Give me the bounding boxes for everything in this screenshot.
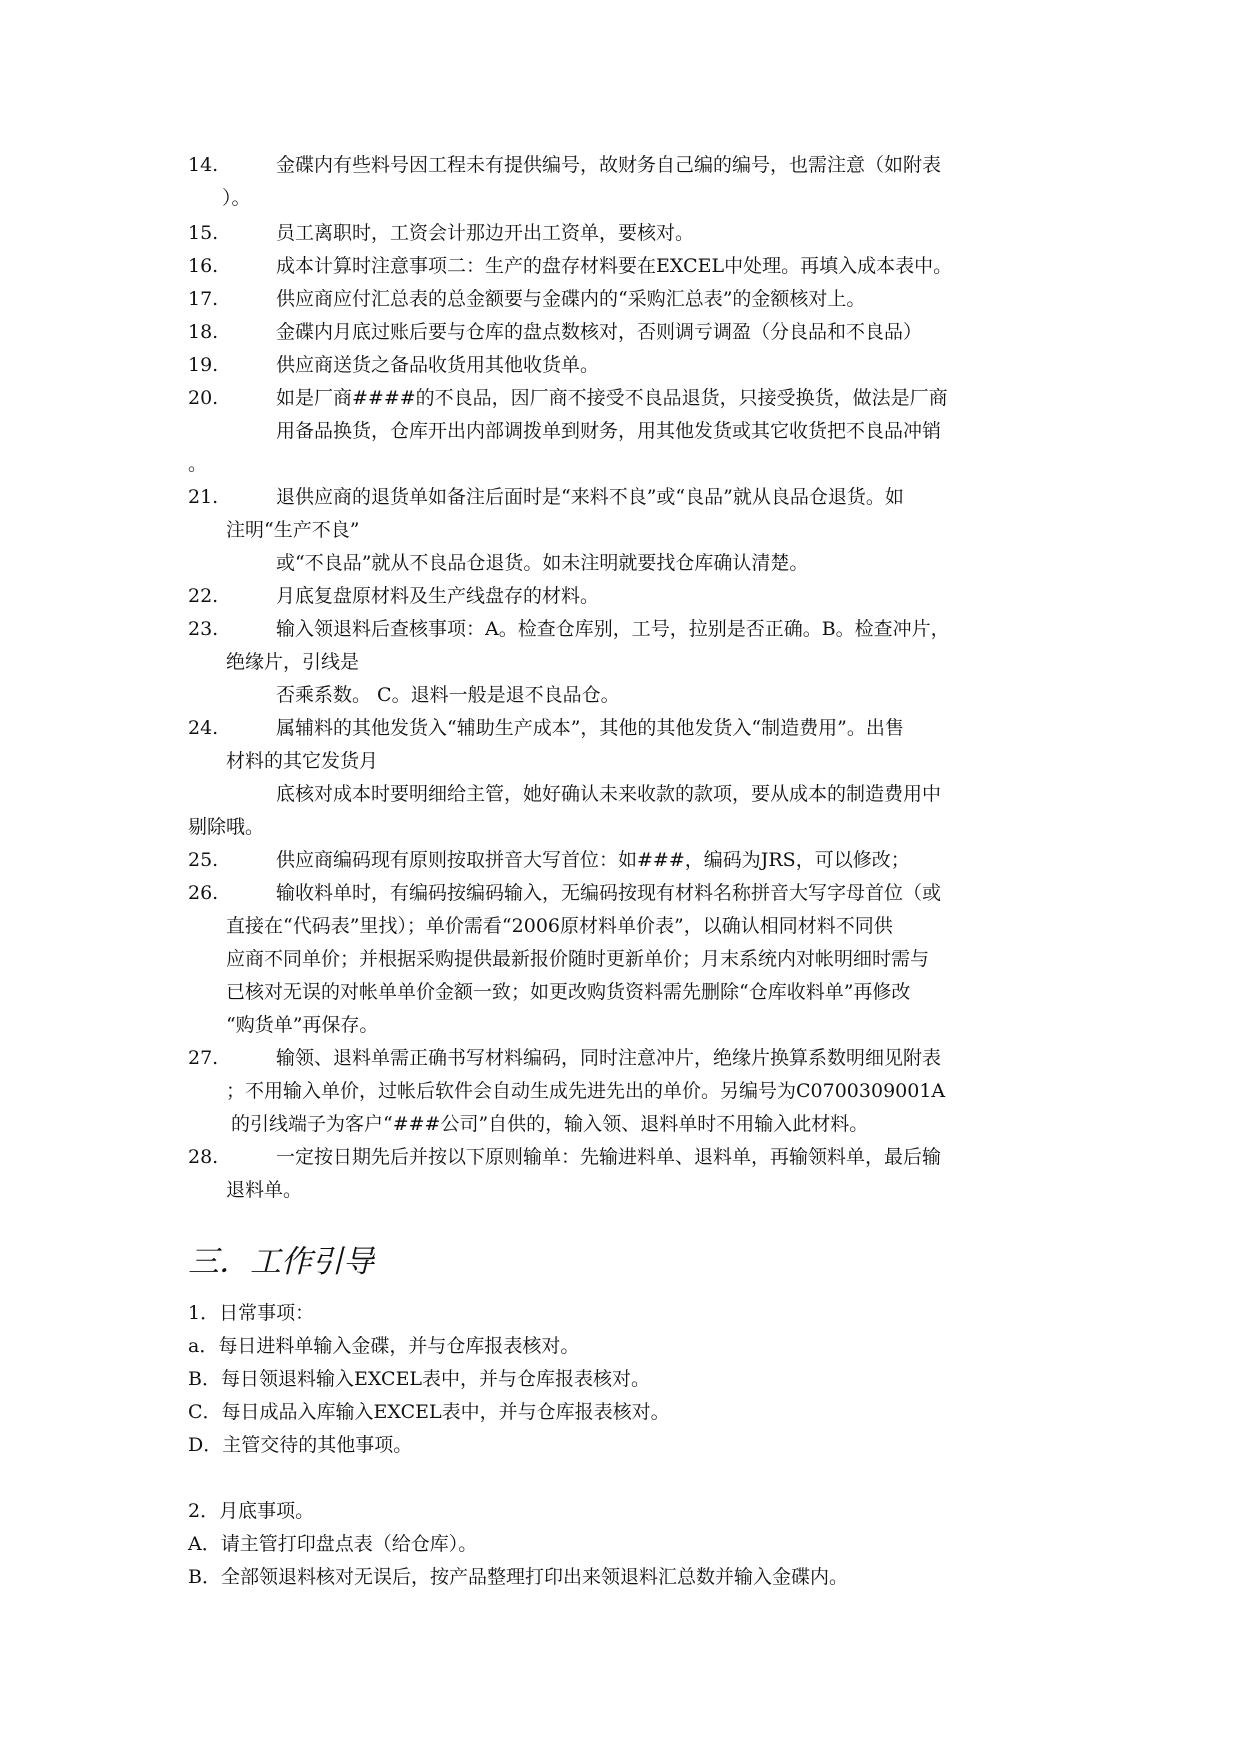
section-heading: 三．工作引导 <box>188 1244 374 1280</box>
item-text: 供应商编码现有原则按取拼音大写首位：如###，编码为JRS，可以修改； <box>276 849 910 871</box>
item-number: 17. <box>188 288 219 310</box>
item-number: 19. <box>188 354 219 376</box>
item-text: 员工离职时，工资会计那边开出工资单，要核对。 <box>276 222 695 244</box>
item-text: 月底复盘原材料及生产线盘存的材料。 <box>276 585 600 607</box>
item-text: 。 <box>188 453 208 475</box>
item-text: 退供应商的退货单如备注后面时是“来料不良”或“良品”就从良品仓退货。如 <box>276 486 904 508</box>
guide-line: 1．日常事项： <box>188 1302 315 1324</box>
item-number: 16. <box>188 255 219 277</box>
item-text: 应商不同单价；并根据采购提供最新报价随时更新单价；月末系统内对帐明细时需与 <box>226 948 930 970</box>
item-text: 底核对成本时要明细给主管，她好确认未来收款的款项，要从成本的制造费用中 <box>276 783 942 805</box>
item-text: 一定按日期先后并按以下原则输单：先输进料单、退料单，再输领料单，最后输 <box>276 1146 942 1168</box>
guide-line: a．每日进料单输入金碟，并与仓库报表核对。 <box>188 1335 580 1357</box>
guide-line: B．每日领退料输入EXCEL表中，并与仓库报表核对。 <box>188 1368 651 1390</box>
item-number: 15. <box>188 222 219 244</box>
guide-line: D．主管交待的其他事项。 <box>188 1434 413 1456</box>
item-number: 22. <box>188 585 219 607</box>
item-text: 金碟内有些料号因工程未有提供编号，故财务自己编的编号，也需注意（如附表 <box>276 154 942 176</box>
item-text: 绝缘片，引线是 <box>226 651 360 673</box>
item-text: 否乘系数。 C。退料一般是退不良品仓。 <box>276 684 620 706</box>
item-text: 剔除哦。 <box>188 816 265 838</box>
item-number: 27. <box>188 1047 219 1069</box>
item-text: ；不用输入单价，过帐后软件会自动生成先进先出的单价。另编号为C0700309001A <box>226 1080 946 1102</box>
item-text: 退料单。 <box>226 1179 303 1201</box>
item-number: 26. <box>188 882 219 904</box>
item-number: 23. <box>188 618 219 640</box>
item-text: “购货单”再保存。 <box>226 1014 379 1036</box>
item-text: 输领、退料单需正确书写材料编码，同时注意冲片，绝缘片换算系数明细见附表 <box>276 1047 942 1069</box>
item-text: 输入领退料后查核事项：A。检查仓库别，工号，拉别是否正确。B。检查冲片， <box>276 618 950 640</box>
item-number: 18. <box>188 321 219 343</box>
guide-line: A．请主管打印盘点表（给仓库）。 <box>188 1533 478 1555</box>
item-number: 14. <box>188 154 219 176</box>
guide-line: C．每日成品入库输入EXCEL表中，并与仓库报表核对。 <box>188 1401 670 1423</box>
item-text: 注明“生产不良” <box>226 519 360 541</box>
item-text: 或“不良品”就从不良品仓退货。如未注明就要找仓库确认清楚。 <box>276 552 809 574</box>
item-text: 输收料单时，有编码按编码输入，无编码按现有材料名称拼音大写字母首位（或 <box>276 882 942 904</box>
item-number: 21. <box>188 486 219 508</box>
item-text: 已核对无误的对帐单单价金额一致；如更改购货资料需先删除“仓库收料单”再修改 <box>226 981 911 1003</box>
item-text: 如是厂商####的不良品，因厂商不接受不良品退货，只接受换货，做法是厂商 <box>276 387 948 409</box>
item-number: 24. <box>188 717 219 739</box>
item-text: 金碟内月底过账后要与仓库的盘点数核对，否则调亏调盈（分良品和不良品） <box>276 321 923 343</box>
guide-line: 2．月底事项。 <box>188 1500 315 1522</box>
guide-line: B．全部领退料核对无误后，按产品整理打印出来领退料汇总数并输入金碟内。 <box>188 1566 848 1588</box>
item-text: 成本计算时注意事项二：生产的盘存材料要在EXCEL中处理。再填入成本表中。 <box>276 255 953 277</box>
item-text: 直接在“代码表”里找）；单价需看“2006原材料单价表”，以确认相同材料不同供 <box>226 915 893 937</box>
item-text: 材料的其它发货月 <box>226 750 379 772</box>
item-text: ）。 <box>222 187 251 209</box>
item-text: 供应商送货之备品收货用其他收货单。 <box>276 354 600 376</box>
item-number: 20. <box>188 387 219 409</box>
item-text: 属辅料的其他发货入“辅助生产成本”，其他的其他发货入“制造费用”。出售 <box>276 717 904 739</box>
item-number: 28. <box>188 1146 219 1168</box>
item-number: 25. <box>188 849 219 871</box>
item-text: 供应商应付汇总表的总金额要与金碟内的“采购汇总表”的金额核对上。 <box>276 288 866 310</box>
item-text: 用备品换货，仓库开出内部调拨单到财务，用其他发货或其它收货把不良品冲销 <box>276 420 942 442</box>
item-text: 的引线端子为客户“###公司”自供的，输入领、退料单时不用输入此材料。 <box>231 1113 869 1135</box>
